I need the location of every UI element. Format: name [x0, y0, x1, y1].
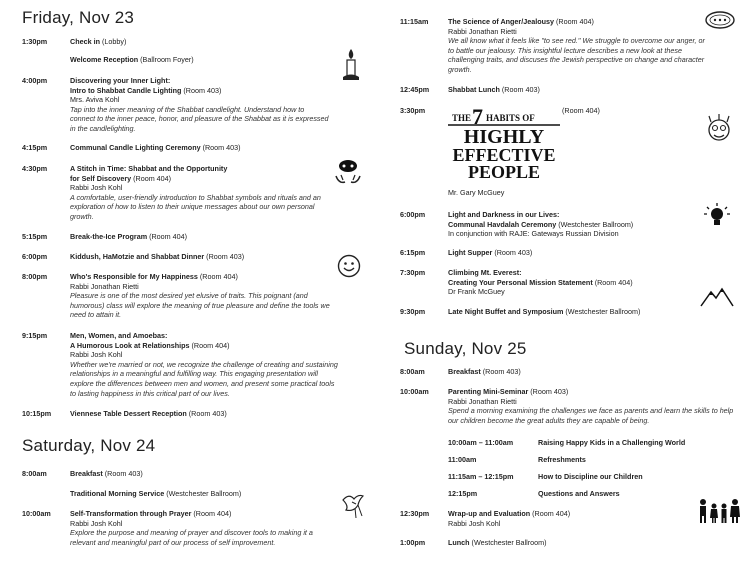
subsession-title: Questions and Answers	[538, 489, 620, 498]
event-title: Check in	[70, 37, 100, 46]
event-title: Breakfast	[448, 367, 481, 376]
event-title: Traditional Morning Service	[70, 489, 165, 498]
event-room: (Westchester Ballroom)	[556, 219, 634, 229]
event-speaker: Rabbi Josh Kohl	[70, 183, 123, 193]
event-description: Explore the purpose and meaning of prayer and discover tools to making it a relevant and meaningful part of our process of self improvement.	[70, 528, 313, 547]
day-heading-sunday: Sunday, Nov 25	[404, 339, 527, 358]
event-time: 4:00pm	[22, 76, 48, 85]
event-time: 1:30pm	[22, 37, 48, 46]
subsession-title: Raising Happy Kids in a Challenging World	[538, 438, 686, 447]
event-room: (Westchester Ballroom)	[164, 489, 242, 498]
event-time: 8:00pm	[22, 272, 48, 281]
event-title: Who's Responsible for My Happiness	[70, 272, 198, 281]
event-room: (Room 403)	[499, 85, 540, 94]
event-title-2: Intro to Shabbat Candle Lighting	[70, 85, 182, 95]
subsession-time: 11:15am – 12:15pm	[448, 472, 514, 481]
event-title: Light and Darkness in our Lives:	[448, 210, 560, 219]
subsession-time: 10:00am – 11:00am	[448, 438, 514, 447]
event-speaker: Rabbi Josh Kohl	[70, 350, 123, 360]
event-room: (Room 404)	[197, 272, 238, 281]
event-room: (Room 404)	[592, 277, 633, 287]
subsession-title: Refreshments	[538, 455, 586, 464]
subsession-time: 12:15pm	[448, 489, 478, 498]
event-room: (Room 403)	[204, 252, 245, 261]
event-speaker: Rabbi Josh Kohl	[70, 518, 123, 528]
event-time: 7:30pm	[400, 268, 426, 277]
event-title: Climbing Mt. Everest:	[448, 268, 522, 277]
event-room: (Room 404)	[553, 17, 594, 26]
event-speaker: Mrs. Aviva Kohl	[70, 95, 120, 105]
event-room: (Westchester Ballroom)	[469, 538, 547, 547]
logo-seven: 7	[472, 104, 483, 129]
event-room: (Room 404)	[191, 509, 232, 518]
seven-habits-logo	[448, 104, 560, 180]
seal-icon	[704, 10, 736, 30]
event-time: 9:30pm	[400, 307, 426, 316]
event-title: Break-the-Ice Program	[70, 232, 148, 241]
event-room: (Room 403)	[480, 367, 521, 376]
event-time: 5:15pm	[22, 232, 48, 241]
hands-icon	[333, 158, 363, 188]
subsession-time: 11:00am	[448, 455, 477, 464]
event-speaker: Mr. Gary McGuey	[448, 188, 505, 197]
event-room: (Room 404)	[530, 509, 571, 518]
event-description: A comfortable, user-friendly introduction to Shabbat symbols and rituals and an exploration of how to listen to their unique messages about our own personal growth.	[70, 192, 321, 221]
event-description: Spend a morning examining the challenges we face as parents and learn the skills to help our children become the great adults they are capable of being.	[448, 406, 734, 425]
event-room: (Lobby)	[99, 37, 127, 46]
event-title: Kiddush, HaMotzie and Shabbat Dinner	[70, 252, 205, 261]
lightbulb-icon	[704, 203, 730, 231]
event-title-2: Creating Your Personal Mission Statement	[448, 277, 593, 287]
event-title: Self-Transformation through Prayer	[70, 509, 192, 518]
event-time: 1:00pm	[400, 538, 426, 547]
event-room: (Room 403)	[186, 409, 227, 418]
smiley-icon	[337, 254, 361, 278]
event-title: Welcome Reception	[70, 55, 139, 64]
event-title: Men, Women, and Amoebas:	[70, 331, 168, 340]
event-room: (Room 404)	[189, 340, 230, 350]
mountain-icon	[700, 286, 734, 308]
event-title: Discovering your Inner Light:	[70, 76, 171, 85]
logo-the: THE	[452, 113, 472, 123]
dove-icon	[340, 490, 366, 520]
event-room: (Room 404)	[131, 173, 172, 183]
event-title: Breakfast	[70, 469, 103, 478]
event-title: Lunch	[448, 538, 470, 547]
event-title: Light Supper	[448, 248, 493, 257]
event-title: Parenting Mini-Seminar	[448, 387, 529, 396]
event-time: 12:45pm	[400, 85, 430, 94]
candle-icon	[340, 48, 362, 82]
event-title: Shabbat Lunch	[448, 85, 500, 94]
event-time: 10:00am	[400, 387, 429, 396]
event-speaker: In conjunction with RAJE: Gateways Russian Division	[448, 229, 619, 239]
event-description: Tap into the inner meaning of the Shabbat candlelight. Understand how to connect to the inner peace, honor, and pleasure of the Shabbat as it is expressed in the candlelighting.	[70, 104, 329, 133]
event-time: 8:00am	[400, 367, 425, 376]
event-description: We all know what it feels like "to see red." We struggle to overcome our anger, or to battle our jealousy. This insightful lecture describes a new look at these challenging traits, and discuses the Jewish perspective on change and character growth.	[448, 36, 705, 74]
event-room: (Room 403)	[181, 85, 222, 95]
day-heading-saturday: Saturday, Nov 24	[22, 436, 156, 455]
event-room: (Room 403)	[528, 387, 569, 396]
event-time: 9:15pm	[22, 331, 48, 340]
event-time: 4:15pm	[22, 143, 48, 152]
event-title: A Stitch in Time: Shabbat and the Opportunity	[70, 164, 228, 173]
event-time: 6:00pm	[400, 210, 426, 219]
event-time: 6:15pm	[400, 248, 426, 257]
event-time: 4:30pm	[22, 164, 48, 173]
event-room: (Westchester Ballroom)	[563, 307, 641, 316]
event-time: 8:00am	[22, 469, 47, 478]
event-description: Pleasure is one of the most desired yet elusive of traits. This poignant (and humorous) class will explore the meaning of true pleasure and define the tools we need to attain it.	[70, 291, 330, 320]
event-time: 3:30pm	[400, 106, 426, 115]
logo-highly: HIGHLY	[463, 126, 545, 148]
event-speaker: Rabbi Josh Kohl	[448, 518, 501, 528]
event-title: Late Night Buffet and Symposium	[448, 307, 564, 316]
logo-people: PEOPLE	[467, 162, 541, 180]
day-heading-friday: Friday, Nov 23	[22, 8, 135, 27]
event-speaker: Rabbi Jonathan Rietti	[448, 26, 517, 36]
event-time: 11:15am	[400, 17, 429, 26]
event-room: (Room 404)	[562, 106, 600, 115]
event-time: 10:15pm	[22, 409, 52, 418]
event-description: Whether we're married or not, we recognize the challenge of creating and sustaining relationships in a meaningful and fulfilling way. This engaging presentation will explore the differences between men and women, and present some practical tools to lasting happiness in this critical part of our lives.	[70, 359, 338, 398]
event-time: 12:30pm	[400, 509, 430, 518]
event-room: (Room 404)	[147, 232, 188, 241]
event-room: (Room 403)	[102, 469, 143, 478]
event-room: (Room 403)	[492, 248, 533, 257]
event-speaker: Rabbi Jonathan Rietti	[70, 281, 139, 291]
logo-habits-of: HABITS OF	[486, 113, 535, 123]
event-title-2: Communal Havdalah Ceremony	[448, 219, 557, 229]
subsession-title: How to Discipline our Children	[538, 472, 643, 481]
family-icon	[697, 498, 741, 524]
event-title: Wrap-up and Evaluation	[448, 509, 531, 518]
event-speaker: Rabbi Jonathan Rietti	[448, 396, 517, 406]
event-title: Communal Candle Lighting Ceremony	[70, 143, 201, 152]
event-speaker: Dr Frank McGuey	[448, 287, 505, 297]
event-room: (Ballroom Foyer)	[138, 55, 194, 64]
event-title-2: for Self Discovery	[70, 173, 132, 183]
cartoon-face-icon	[706, 114, 732, 144]
event-time: 6:00pm	[22, 252, 48, 261]
event-time: 10:00am	[22, 509, 51, 518]
logo-effective: EFFECTIVE	[452, 145, 556, 165]
event-room: (Room 403)	[200, 143, 241, 152]
event-title-2: A Humorous Look at Relationships	[70, 340, 190, 350]
event-title: The Science of Anger/Jealousy	[448, 17, 554, 26]
event-title: Viennese Table Dessert Reception	[70, 409, 187, 418]
